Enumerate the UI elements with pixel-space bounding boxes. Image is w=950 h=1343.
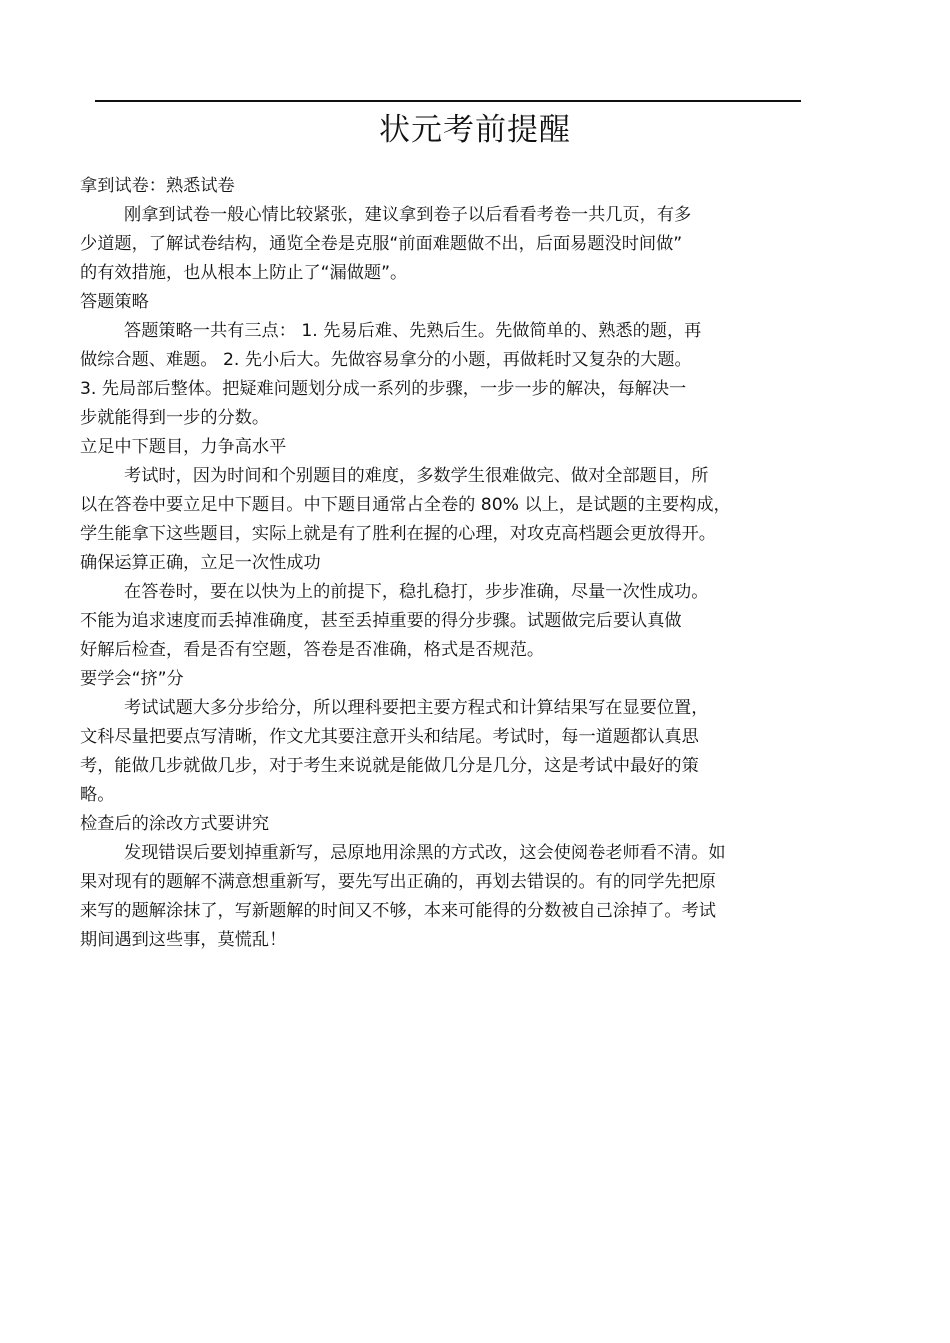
paragraph-line: 果对现有的题解不满意想重新写，要先写出正确的，再划去错误的。有的同学先把原 — [80, 872, 716, 892]
document-body — [80, 172, 880, 955]
paragraph-line: 答题策略一共有三点： 1. 先易后难、先熟后生。先做简单的、熟悉的题，再 — [124, 321, 702, 341]
section-heading: 答题策略 — [80, 292, 149, 312]
paragraph-line: 在答卷时，要在以快为上的前提下，稳扎稳打，步步准确，尽量一次性成功。 — [124, 582, 709, 602]
section-accurate-calculation — [80, 549, 880, 665]
section-heading: 检查后的涂改方式要讲究 — [80, 814, 270, 834]
paragraph-line: 略。 — [80, 785, 115, 805]
section-answer-strategy — [80, 288, 880, 433]
paragraph-line: 发现错误后要划掉重新写，忌原地用涂黑的方式改，这会使阅卷老师看不清。如 — [124, 843, 726, 863]
header-rule — [95, 100, 801, 102]
paragraph-line: 不能为追求速度而丢掉准确度，甚至丢掉重要的得分步骤。试题做完后要认真做 — [80, 611, 682, 631]
section-mid-level-questions — [80, 433, 880, 549]
section-squeeze-points — [80, 665, 880, 810]
paragraph-line: 步就能得到一步的分数。 — [80, 408, 270, 428]
paragraph-line: 刚拿到试卷一般心情比较紧张，建议拿到卷子以后看看考卷一共几页，有多 — [124, 205, 692, 225]
paragraph-line: 期间遇到这些事，莫慌乱！ — [80, 930, 287, 950]
section-familiarize-paper — [80, 172, 880, 288]
paragraph-line: 做综合题、难题。 2. 先小后大。先做容易拿分的小题，再做耗时又复杂的大题。 — [80, 350, 692, 370]
paragraph-line: 来写的题解涂抹了，写新题解的时间又不够，本来可能得的分数被自己涂掉了。考试 — [80, 901, 716, 921]
paragraph-line: 学生能拿下这些题目，实际上就是有了胜利在握的心理，对攻克高档题会更放得开。 — [80, 524, 716, 544]
page-title: 状元考前提醒 — [379, 112, 571, 148]
paragraph-line: 考，能做几步就做几步，对于考生来说就是能做几分是几分，这是考试中最好的策 — [80, 756, 699, 776]
paragraph-line: 以在答卷中要立足中下题目。中下题目通常占全卷的 80% 以上，是试题的主要构成， — [80, 495, 731, 515]
paragraph-line: 好解后检查，看是否有空题，答卷是否准确，格式是否规范。 — [80, 640, 545, 660]
paragraph-line: 3. 先局部后整体。把疑难问题划分成一系列的步骤，一步一步的解决，每解决一 — [80, 379, 687, 399]
paragraph-line: 的有效措施，也从根本上防止了“漏做题”。 — [80, 263, 408, 283]
paragraph-line: 考试试题大多分步给分，所以理科要把主要方程式和计算结果写在显要位置， — [124, 698, 709, 718]
section-heading: 确保运算正确，立足一次性成功 — [80, 553, 321, 573]
section-heading: 立足中下题目，力争高水平 — [80, 437, 287, 457]
paragraph-line: 考试时，因为时间和个别题目的难度，多数学生很难做完、做对全部题目，所 — [124, 466, 709, 486]
paragraph-line: 少道题，了解试卷结构，通览全卷是克服“前面难题做不出，后面易题没时间做” — [80, 234, 683, 254]
section-heading: 拿到试卷：熟悉试卷 — [80, 176, 235, 196]
section-correction-method — [80, 810, 880, 955]
paragraph-line: 文科尽量把要点写清晰，作文尤其要注意开头和结尾。考试时，每一道题都认真思 — [80, 727, 699, 747]
section-heading: 要学会“挤”分 — [80, 669, 184, 689]
